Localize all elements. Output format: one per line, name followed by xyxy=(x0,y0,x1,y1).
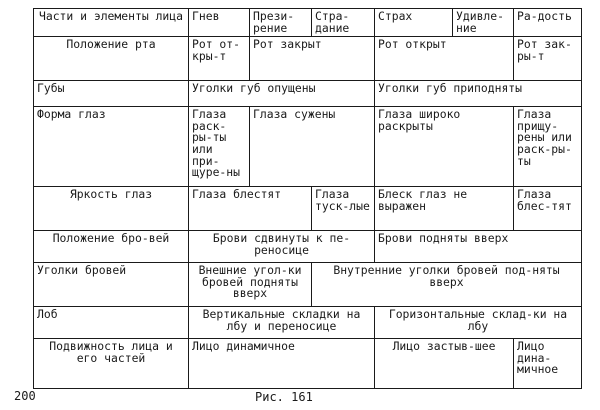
eye-shape-narrowed: Глаза сужены xyxy=(250,107,375,187)
forehead-horizontal: Горизонтальные склад-ки на лбу xyxy=(375,307,582,339)
header-surprise: Удивле-ние xyxy=(453,9,514,37)
brows-together: Брови сдвинуты к пе-реносице xyxy=(189,231,375,263)
row-label-mobility: Подвижность лица и его частей xyxy=(34,339,189,389)
header-parts: Части и элементы лица xyxy=(34,9,189,37)
row-label-mouth: Положение рта xyxy=(34,37,189,81)
row-label-brow-corners: Уголки бровей xyxy=(34,263,189,307)
row-label-forehead: Лоб xyxy=(34,307,189,339)
brow-corners-outer: Внешние угол-ки бровей подняты вверх xyxy=(189,263,312,307)
mouth-closed: Рот закрыт xyxy=(250,37,375,81)
page-number: 200 xyxy=(14,389,36,403)
emotion-facial-features-table xyxy=(33,8,582,389)
header-suffering: Стра-дание xyxy=(312,9,375,37)
mobility-frozen: Лицо застыв-шее xyxy=(375,339,514,389)
header-joy: Ра-дость xyxy=(514,9,582,37)
mobility-joy: Лицо дина-мичное xyxy=(514,339,582,389)
mobility-dynamic: Лицо динамичное xyxy=(189,339,375,389)
row-mobility xyxy=(34,339,582,389)
lips-up: Уголки губ приподняты xyxy=(375,81,582,107)
header-row xyxy=(34,9,582,37)
eye-shining: Глаза блестят xyxy=(189,187,312,231)
mouth-joy: Рот зак-ры-т xyxy=(514,37,582,81)
row-label-eye-shape: Форма глаз xyxy=(34,107,189,187)
row-lips xyxy=(34,81,582,107)
lips-down: Уголки губ опущены xyxy=(189,81,375,107)
brow-corners-inner: Внутренние уголки бровей под-няты вверх xyxy=(312,263,582,307)
eye-shape-anger: Глаза раск-ры-ты или при-щуре-ны xyxy=(189,107,250,187)
row-label-brows-position: Положение бро-вей xyxy=(34,231,189,263)
eye-shape-joy: Глаза прищу-рены или раск-ры-ты xyxy=(514,107,582,187)
row-label-eye-brightness: Яркость глаз xyxy=(34,187,189,231)
eye-shape-wide: Глаза широко раскрыты xyxy=(375,107,514,187)
header-contempt: Прези-рение xyxy=(250,9,312,37)
mouth-anger: Рот от-кры-т xyxy=(189,37,250,81)
brows-raised: Брови подняты вверх xyxy=(375,231,582,263)
row-mouth xyxy=(34,37,582,81)
figure-caption: Рис. 161 xyxy=(255,390,313,404)
eye-no-shine: Блеск глаз не выражен xyxy=(375,187,514,231)
eye-dull: Глаза туск-лые xyxy=(312,187,375,231)
row-brow-corners xyxy=(34,263,582,307)
mouth-open: Рот открыт xyxy=(375,37,514,81)
header-anger: Гнев xyxy=(189,9,250,37)
row-eye-shape xyxy=(34,107,582,187)
header-fear: Страх xyxy=(375,9,453,37)
forehead-vertical: Вертикальные складки на лбу и переносице xyxy=(189,307,375,339)
row-eye-brightness xyxy=(34,187,582,231)
row-forehead xyxy=(34,307,582,339)
row-label-lips: Губы xyxy=(34,81,189,107)
eye-shining-joy: Глаза блес-тят xyxy=(514,187,582,231)
row-brows-position xyxy=(34,231,582,263)
